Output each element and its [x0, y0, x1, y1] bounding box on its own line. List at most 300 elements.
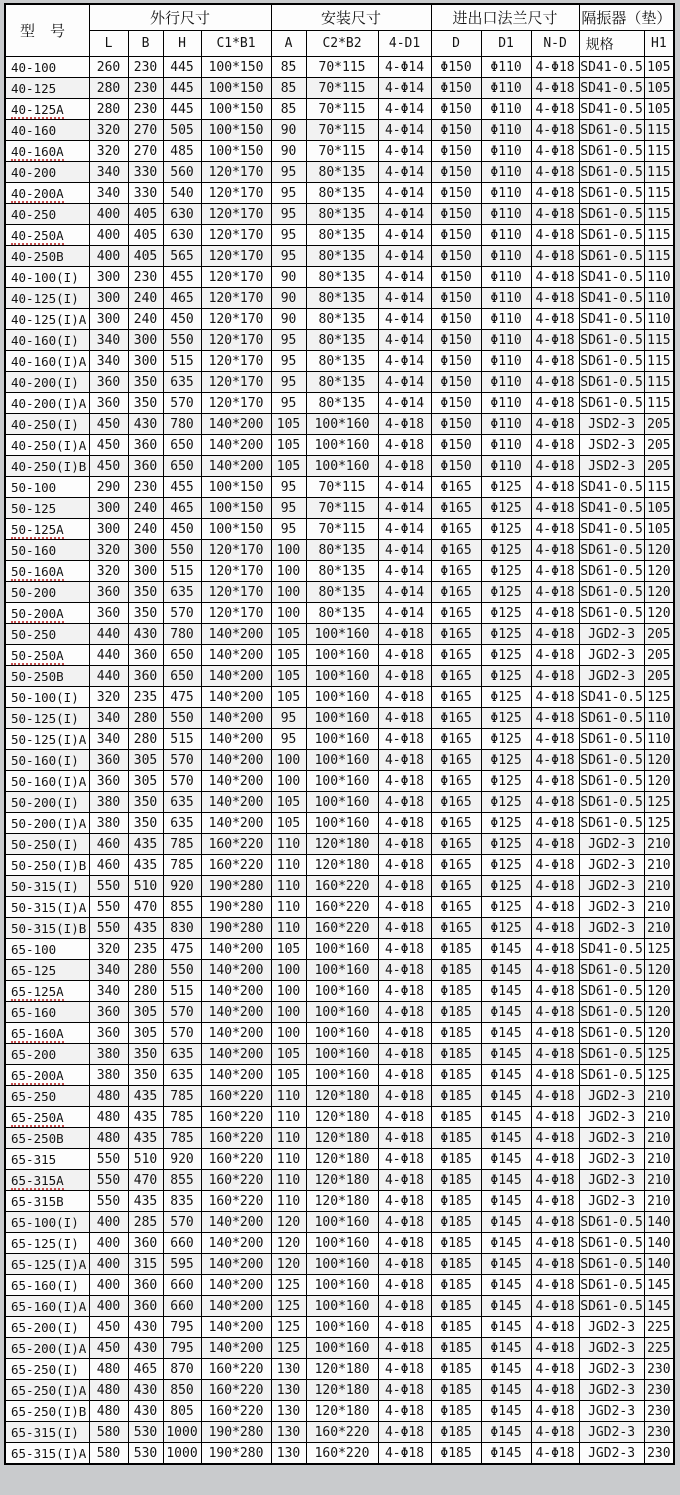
misspelled-model-text: 65-315A — [11, 1172, 64, 1188]
table-cell: JGD2-3 — [579, 1191, 644, 1212]
table-cell: 120*180 — [306, 1170, 378, 1191]
table-cell: 4-Φ18 — [378, 1443, 431, 1465]
table-cell: Φ110 — [481, 141, 531, 162]
table-cell: 4-Φ18 — [378, 414, 431, 435]
table-cell: 140*200 — [201, 645, 271, 666]
table-cell: 105 — [271, 666, 306, 687]
table-row — [5, 1086, 674, 1107]
table-cell: Φ145 — [481, 1107, 531, 1128]
table-cell: 95 — [271, 708, 306, 729]
model-cell: 65-250(I)A — [5, 1380, 89, 1401]
table-cell: 450 — [89, 414, 128, 435]
table-cell: JGD2-3 — [579, 1107, 644, 1128]
table-row — [5, 561, 674, 582]
table-cell: 115 — [644, 162, 674, 183]
table-cell: 140*200 — [201, 687, 271, 708]
model-cell: 50-250 — [5, 624, 89, 645]
table-cell: 320 — [89, 939, 128, 960]
table-cell: Φ145 — [481, 960, 531, 981]
table-row — [5, 1422, 674, 1443]
table-cell: 595 — [163, 1254, 201, 1275]
table-cell: Φ145 — [481, 1212, 531, 1233]
table-cell: 785 — [163, 834, 201, 855]
table-cell: Φ165 — [431, 540, 481, 561]
table-cell: 4-Φ14 — [378, 561, 431, 582]
table-cell: 570 — [163, 771, 201, 792]
table-cell: 4-Φ14 — [378, 141, 431, 162]
table-cell: Φ110 — [481, 351, 531, 372]
table-cell: 4-Φ14 — [378, 582, 431, 603]
table-cell: 120*170 — [201, 204, 271, 225]
table-cell: 120*170 — [201, 288, 271, 309]
table-cell: 4-Φ18 — [378, 1338, 431, 1359]
table-cell: 4-Φ18 — [531, 1212, 579, 1233]
table-cell: SD41-0.5 — [579, 57, 644, 78]
table-cell: 4-Φ14 — [378, 309, 431, 330]
table-row — [5, 204, 674, 225]
table-cell: 4-Φ18 — [531, 330, 579, 351]
table-cell: 4-Φ18 — [531, 1443, 579, 1465]
table-cell: 95 — [271, 162, 306, 183]
table-cell: 90 — [271, 288, 306, 309]
table-cell: 4-Φ18 — [531, 120, 579, 141]
table-cell: 650 — [163, 435, 201, 456]
table-cell: SD41-0.5 — [579, 288, 644, 309]
table-cell: Φ145 — [481, 1002, 531, 1023]
table-cell: JGD2-3 — [579, 1380, 644, 1401]
table-cell: 115 — [644, 246, 674, 267]
table-cell: Φ185 — [431, 1254, 481, 1275]
table-cell: Φ150 — [431, 288, 481, 309]
table-cell: SD61-0.5 — [579, 582, 644, 603]
table-row — [5, 1128, 674, 1149]
table-cell: 120 — [644, 750, 674, 771]
table-cell: 485 — [163, 141, 201, 162]
table-cell: 340 — [89, 960, 128, 981]
table-cell: 4-Φ18 — [531, 477, 579, 498]
table-cell: 4-Φ18 — [378, 960, 431, 981]
table-row — [5, 288, 674, 309]
table-cell: 95 — [271, 393, 306, 414]
table-cell: Φ165 — [431, 687, 481, 708]
table-cell: 190*280 — [201, 1443, 271, 1465]
table-cell: 4-Φ14 — [378, 351, 431, 372]
table-cell: 440 — [89, 645, 128, 666]
table-cell: 480 — [89, 1380, 128, 1401]
table-cell: Φ185 — [431, 1086, 481, 1107]
table-cell: 100*160 — [306, 456, 378, 477]
table-cell: 360 — [128, 1233, 163, 1254]
table-cell: 4-Φ18 — [531, 498, 579, 519]
table-cell: SD61-0.5 — [579, 183, 644, 204]
table-cell: 445 — [163, 99, 201, 120]
table-cell: 120*180 — [306, 855, 378, 876]
table-cell: 855 — [163, 1170, 201, 1191]
table-cell: 110 — [644, 309, 674, 330]
table-cell: 480 — [89, 1359, 128, 1380]
table-cell: SD61-0.5 — [579, 162, 644, 183]
table-cell: SD61-0.5 — [579, 393, 644, 414]
table-cell: 550 — [89, 1191, 128, 1212]
table-cell: 4-Φ18 — [531, 309, 579, 330]
table-cell: 100*160 — [306, 624, 378, 645]
table-cell: 100*150 — [201, 141, 271, 162]
table-cell: 145 — [644, 1296, 674, 1317]
table-cell: 660 — [163, 1233, 201, 1254]
table-cell: 380 — [89, 792, 128, 813]
table-cell: 435 — [128, 1191, 163, 1212]
table-cell: 360 — [89, 582, 128, 603]
table-cell: 95 — [271, 183, 306, 204]
table-cell: Φ125 — [481, 624, 531, 645]
table-cell: 350 — [128, 582, 163, 603]
table-row — [5, 1002, 674, 1023]
table-cell: 4-Φ18 — [531, 183, 579, 204]
table-cell: 360 — [89, 750, 128, 771]
table-cell: SD61-0.5 — [579, 750, 644, 771]
table-cell: 110 — [271, 876, 306, 897]
table-cell: 4-Φ18 — [531, 267, 579, 288]
table-cell: 100*160 — [306, 1275, 378, 1296]
table-cell: 125 — [271, 1317, 306, 1338]
table-cell: 460 — [89, 834, 128, 855]
table-cell: 480 — [89, 1401, 128, 1422]
table-cell: 4-Φ18 — [378, 855, 431, 876]
table-cell: 580 — [89, 1443, 128, 1465]
table-cell: 160*220 — [306, 1443, 378, 1465]
table-cell: JGD2-3 — [579, 1401, 644, 1422]
table-cell: SD41-0.5 — [579, 477, 644, 498]
table-row — [5, 1170, 674, 1191]
table-cell: 120*170 — [201, 267, 271, 288]
table-cell: 475 — [163, 939, 201, 960]
table-cell: 4-Φ18 — [378, 1296, 431, 1317]
table-cell: 160*220 — [306, 1422, 378, 1443]
table-cell: Φ110 — [481, 330, 531, 351]
table-cell: 290 — [89, 477, 128, 498]
table-cell: 120*170 — [201, 162, 271, 183]
table-cell: 160*220 — [201, 855, 271, 876]
table-cell: 635 — [163, 792, 201, 813]
table-cell: 120*180 — [306, 1086, 378, 1107]
table-cell: 4-Φ18 — [378, 1044, 431, 1065]
table-cell: 4-Φ18 — [531, 288, 579, 309]
table-cell: JGD2-3 — [579, 1359, 644, 1380]
model-cell: 65-160(I) — [5, 1275, 89, 1296]
table-cell: 100*160 — [306, 1212, 378, 1233]
table-cell: 100*150 — [201, 78, 271, 99]
table-cell: SD61-0.5 — [579, 1254, 644, 1275]
table-cell: Φ125 — [481, 708, 531, 729]
table-cell: JGD2-3 — [579, 624, 644, 645]
table-cell: 635 — [163, 1044, 201, 1065]
table-cell: 100*150 — [201, 57, 271, 78]
table-cell: 4-Φ18 — [531, 645, 579, 666]
table-cell: 300 — [89, 519, 128, 540]
model-cell: 50-250(I) — [5, 834, 89, 855]
table-cell: 660 — [163, 1296, 201, 1317]
table-cell: 85 — [271, 99, 306, 120]
table-cell: 190*280 — [201, 876, 271, 897]
table-cell: Φ110 — [481, 225, 531, 246]
table-cell: 550 — [163, 960, 201, 981]
table-cell: 360 — [89, 1023, 128, 1044]
table-cell: JGD2-3 — [579, 645, 644, 666]
table-row — [5, 792, 674, 813]
table-cell: 105 — [644, 78, 674, 99]
table-cell: 100*160 — [306, 645, 378, 666]
table-cell: 80*135 — [306, 603, 378, 624]
table-cell: 300 — [89, 309, 128, 330]
table-cell: Φ165 — [431, 561, 481, 582]
table-cell: 550 — [89, 897, 128, 918]
table-cell: 4-Φ18 — [531, 792, 579, 813]
table-cell: 785 — [163, 855, 201, 876]
misspelled-model-text: 50-250A — [11, 647, 64, 663]
table-cell: Φ150 — [431, 204, 481, 225]
table-cell: 340 — [89, 162, 128, 183]
table-cell: 920 — [163, 1149, 201, 1170]
table-cell: 120 — [271, 1212, 306, 1233]
table-cell: 160*220 — [306, 918, 378, 939]
table-body — [5, 57, 674, 1465]
table-cell: 4-Φ18 — [378, 729, 431, 750]
table-cell: Φ150 — [431, 435, 481, 456]
table-cell: 4-Φ18 — [531, 1422, 579, 1443]
table-cell: 4-Φ18 — [531, 1023, 579, 1044]
table-cell: 100*150 — [201, 120, 271, 141]
table-cell: 300 — [89, 288, 128, 309]
table-cell: 4-Φ18 — [531, 1233, 579, 1254]
table-cell: Φ185 — [431, 1422, 481, 1443]
table-cell: SD61-0.5 — [579, 708, 644, 729]
misspelled-model-text: 65-250A — [11, 1109, 64, 1125]
table-cell: 360 — [89, 393, 128, 414]
table-cell: 160*220 — [201, 1380, 271, 1401]
table-cell: 470 — [128, 897, 163, 918]
table-cell: 4-Φ18 — [378, 981, 431, 1002]
table-cell: 140*200 — [201, 1296, 271, 1317]
table-cell: 140*200 — [201, 1002, 271, 1023]
table-cell: 430 — [128, 414, 163, 435]
table-cell: 565 — [163, 246, 201, 267]
table-cell: 360 — [128, 645, 163, 666]
table-cell: Φ145 — [481, 1254, 531, 1275]
table-row — [5, 1233, 674, 1254]
model-cell: 40-125(I) — [5, 288, 89, 309]
table-cell: Φ150 — [431, 183, 481, 204]
table-cell: Φ150 — [431, 393, 481, 414]
table-cell: 360 — [128, 456, 163, 477]
table-cell: 465 — [163, 288, 201, 309]
table-row — [5, 99, 674, 120]
table-row — [5, 519, 674, 540]
table-cell: Φ125 — [481, 477, 531, 498]
table-cell: 470 — [128, 1170, 163, 1191]
table-cell: 445 — [163, 78, 201, 99]
table-row — [5, 498, 674, 519]
table-cell: 105 — [644, 57, 674, 78]
table-cell: 130 — [271, 1443, 306, 1465]
table-row — [5, 1275, 674, 1296]
table-cell: 4-Φ18 — [531, 162, 579, 183]
table-cell: SD61-0.5 — [579, 603, 644, 624]
table-cell: SD61-0.5 — [579, 561, 644, 582]
model-cell: 65-200 — [5, 1044, 89, 1065]
table-cell: 515 — [163, 351, 201, 372]
table-cell: 140 — [644, 1254, 674, 1275]
table-cell: 4-Φ18 — [378, 1317, 431, 1338]
table-cell: Φ150 — [431, 456, 481, 477]
table-cell: 435 — [128, 1086, 163, 1107]
table-cell: 4-Φ18 — [531, 918, 579, 939]
model-cell: 50-315(I)A — [5, 897, 89, 918]
table-cell: 4-Φ18 — [531, 456, 579, 477]
table-cell: 160*220 — [201, 1191, 271, 1212]
model-cell — [5, 183, 89, 204]
table-row — [5, 1254, 674, 1275]
table-cell: 160*220 — [201, 1107, 271, 1128]
table-cell: 510 — [128, 1149, 163, 1170]
table-cell: 570 — [163, 1212, 201, 1233]
table-cell: 110 — [271, 1149, 306, 1170]
table-cell: 115 — [644, 225, 674, 246]
table-cell: 515 — [163, 561, 201, 582]
table-cell: Φ145 — [481, 1443, 531, 1465]
table-cell: 430 — [128, 1338, 163, 1359]
table-cell: 340 — [89, 729, 128, 750]
table-cell: 350 — [128, 603, 163, 624]
table-row — [5, 246, 674, 267]
table-cell: JGD2-3 — [579, 897, 644, 918]
table-cell: SD41-0.5 — [579, 498, 644, 519]
table-cell: 4-Φ18 — [378, 708, 431, 729]
table-cell: Φ125 — [481, 603, 531, 624]
table-cell: 285 — [128, 1212, 163, 1233]
table-cell: 230 — [128, 477, 163, 498]
table-cell: 110 — [271, 1086, 306, 1107]
table-cell: 115 — [644, 120, 674, 141]
table-cell: 125 — [644, 1065, 674, 1086]
column-header: L — [89, 31, 128, 57]
table-cell: 480 — [89, 1107, 128, 1128]
model-cell: 40-250(I)A — [5, 435, 89, 456]
table-cell: Φ185 — [431, 1233, 481, 1254]
table-cell: Φ110 — [481, 288, 531, 309]
table-cell: 110 — [271, 1170, 306, 1191]
table-cell: 105 — [644, 99, 674, 120]
table-cell: 4-Φ14 — [378, 183, 431, 204]
table-cell: 4-Φ18 — [531, 603, 579, 624]
table-cell: 4-Φ18 — [378, 876, 431, 897]
table-cell: 4-Φ18 — [531, 1107, 579, 1128]
table-row — [5, 267, 674, 288]
table-cell: 100*160 — [306, 1065, 378, 1086]
model-cell: 65-100(I) — [5, 1212, 89, 1233]
table-cell: 120 — [644, 771, 674, 792]
table-cell: 115 — [644, 393, 674, 414]
table-cell: 80*135 — [306, 582, 378, 603]
table-cell: 80*135 — [306, 246, 378, 267]
table-cell: 550 — [89, 918, 128, 939]
table-cell: 635 — [163, 582, 201, 603]
table-cell: 300 — [128, 351, 163, 372]
model-cell: 50-250(I)B — [5, 855, 89, 876]
table-cell: Φ185 — [431, 1338, 481, 1359]
table-cell: Φ185 — [431, 960, 481, 981]
table-cell: 100*160 — [306, 414, 378, 435]
table-row — [5, 1191, 674, 1212]
table-cell: 4-Φ14 — [378, 288, 431, 309]
model-cell: 65-250(I)B — [5, 1401, 89, 1422]
model-cell: 40-160 — [5, 120, 89, 141]
table-cell: 80*135 — [306, 561, 378, 582]
table-cell: SD61-0.5 — [579, 372, 644, 393]
table-cell: 4-Φ14 — [378, 603, 431, 624]
table-row — [5, 1065, 674, 1086]
table-row — [5, 1338, 674, 1359]
table-cell: Φ185 — [431, 1401, 481, 1422]
table-cell: 360 — [89, 372, 128, 393]
table-cell: Φ110 — [481, 414, 531, 435]
model-cell — [5, 519, 89, 540]
table-cell: 350 — [128, 1065, 163, 1086]
table-cell: 80*135 — [306, 288, 378, 309]
table-cell: Φ110 — [481, 309, 531, 330]
table-cell: 4-Φ18 — [531, 204, 579, 225]
table-cell: 140*200 — [201, 624, 271, 645]
model-cell: 50-100(I) — [5, 687, 89, 708]
table-cell: SD61-0.5 — [579, 1023, 644, 1044]
column-header: D — [431, 31, 481, 57]
table-cell: Φ165 — [431, 813, 481, 834]
table-cell: 360 — [89, 771, 128, 792]
table-cell: 225 — [644, 1317, 674, 1338]
table-cell: 110 — [644, 708, 674, 729]
table-cell: 80*135 — [306, 162, 378, 183]
table-cell: 400 — [89, 225, 128, 246]
table-cell: 4-Φ18 — [531, 1086, 579, 1107]
table-cell: SD61-0.5 — [579, 1212, 644, 1233]
table-cell: Φ165 — [431, 666, 481, 687]
table-cell: 230 — [644, 1422, 674, 1443]
table-cell: 280 — [89, 99, 128, 120]
table-cell: 330 — [128, 183, 163, 204]
table-cell: 4-Φ18 — [531, 561, 579, 582]
table-cell: 4-Φ18 — [378, 1128, 431, 1149]
table-cell: 635 — [163, 813, 201, 834]
column-header: N-D — [531, 31, 579, 57]
model-cell: 40-160(I)A — [5, 351, 89, 372]
table-cell: 320 — [89, 561, 128, 582]
table-cell: 100*160 — [306, 729, 378, 750]
table-cell: 80*135 — [306, 330, 378, 351]
table-cell: 4-Φ18 — [531, 771, 579, 792]
table-cell: Φ145 — [481, 981, 531, 1002]
table-cell: 405 — [128, 246, 163, 267]
table-cell: 4-Φ18 — [531, 225, 579, 246]
table-row — [5, 1401, 674, 1422]
table-cell: 4-Φ14 — [378, 393, 431, 414]
table-cell: 780 — [163, 414, 201, 435]
table-cell: SD61-0.5 — [579, 351, 644, 372]
model-cell: 50-100 — [5, 477, 89, 498]
column-header: D1 — [481, 31, 531, 57]
table-cell: 4-Φ18 — [378, 1380, 431, 1401]
model-cell: 65-315 — [5, 1149, 89, 1170]
table-cell: SD41-0.5 — [579, 309, 644, 330]
table-cell: 455 — [163, 477, 201, 498]
